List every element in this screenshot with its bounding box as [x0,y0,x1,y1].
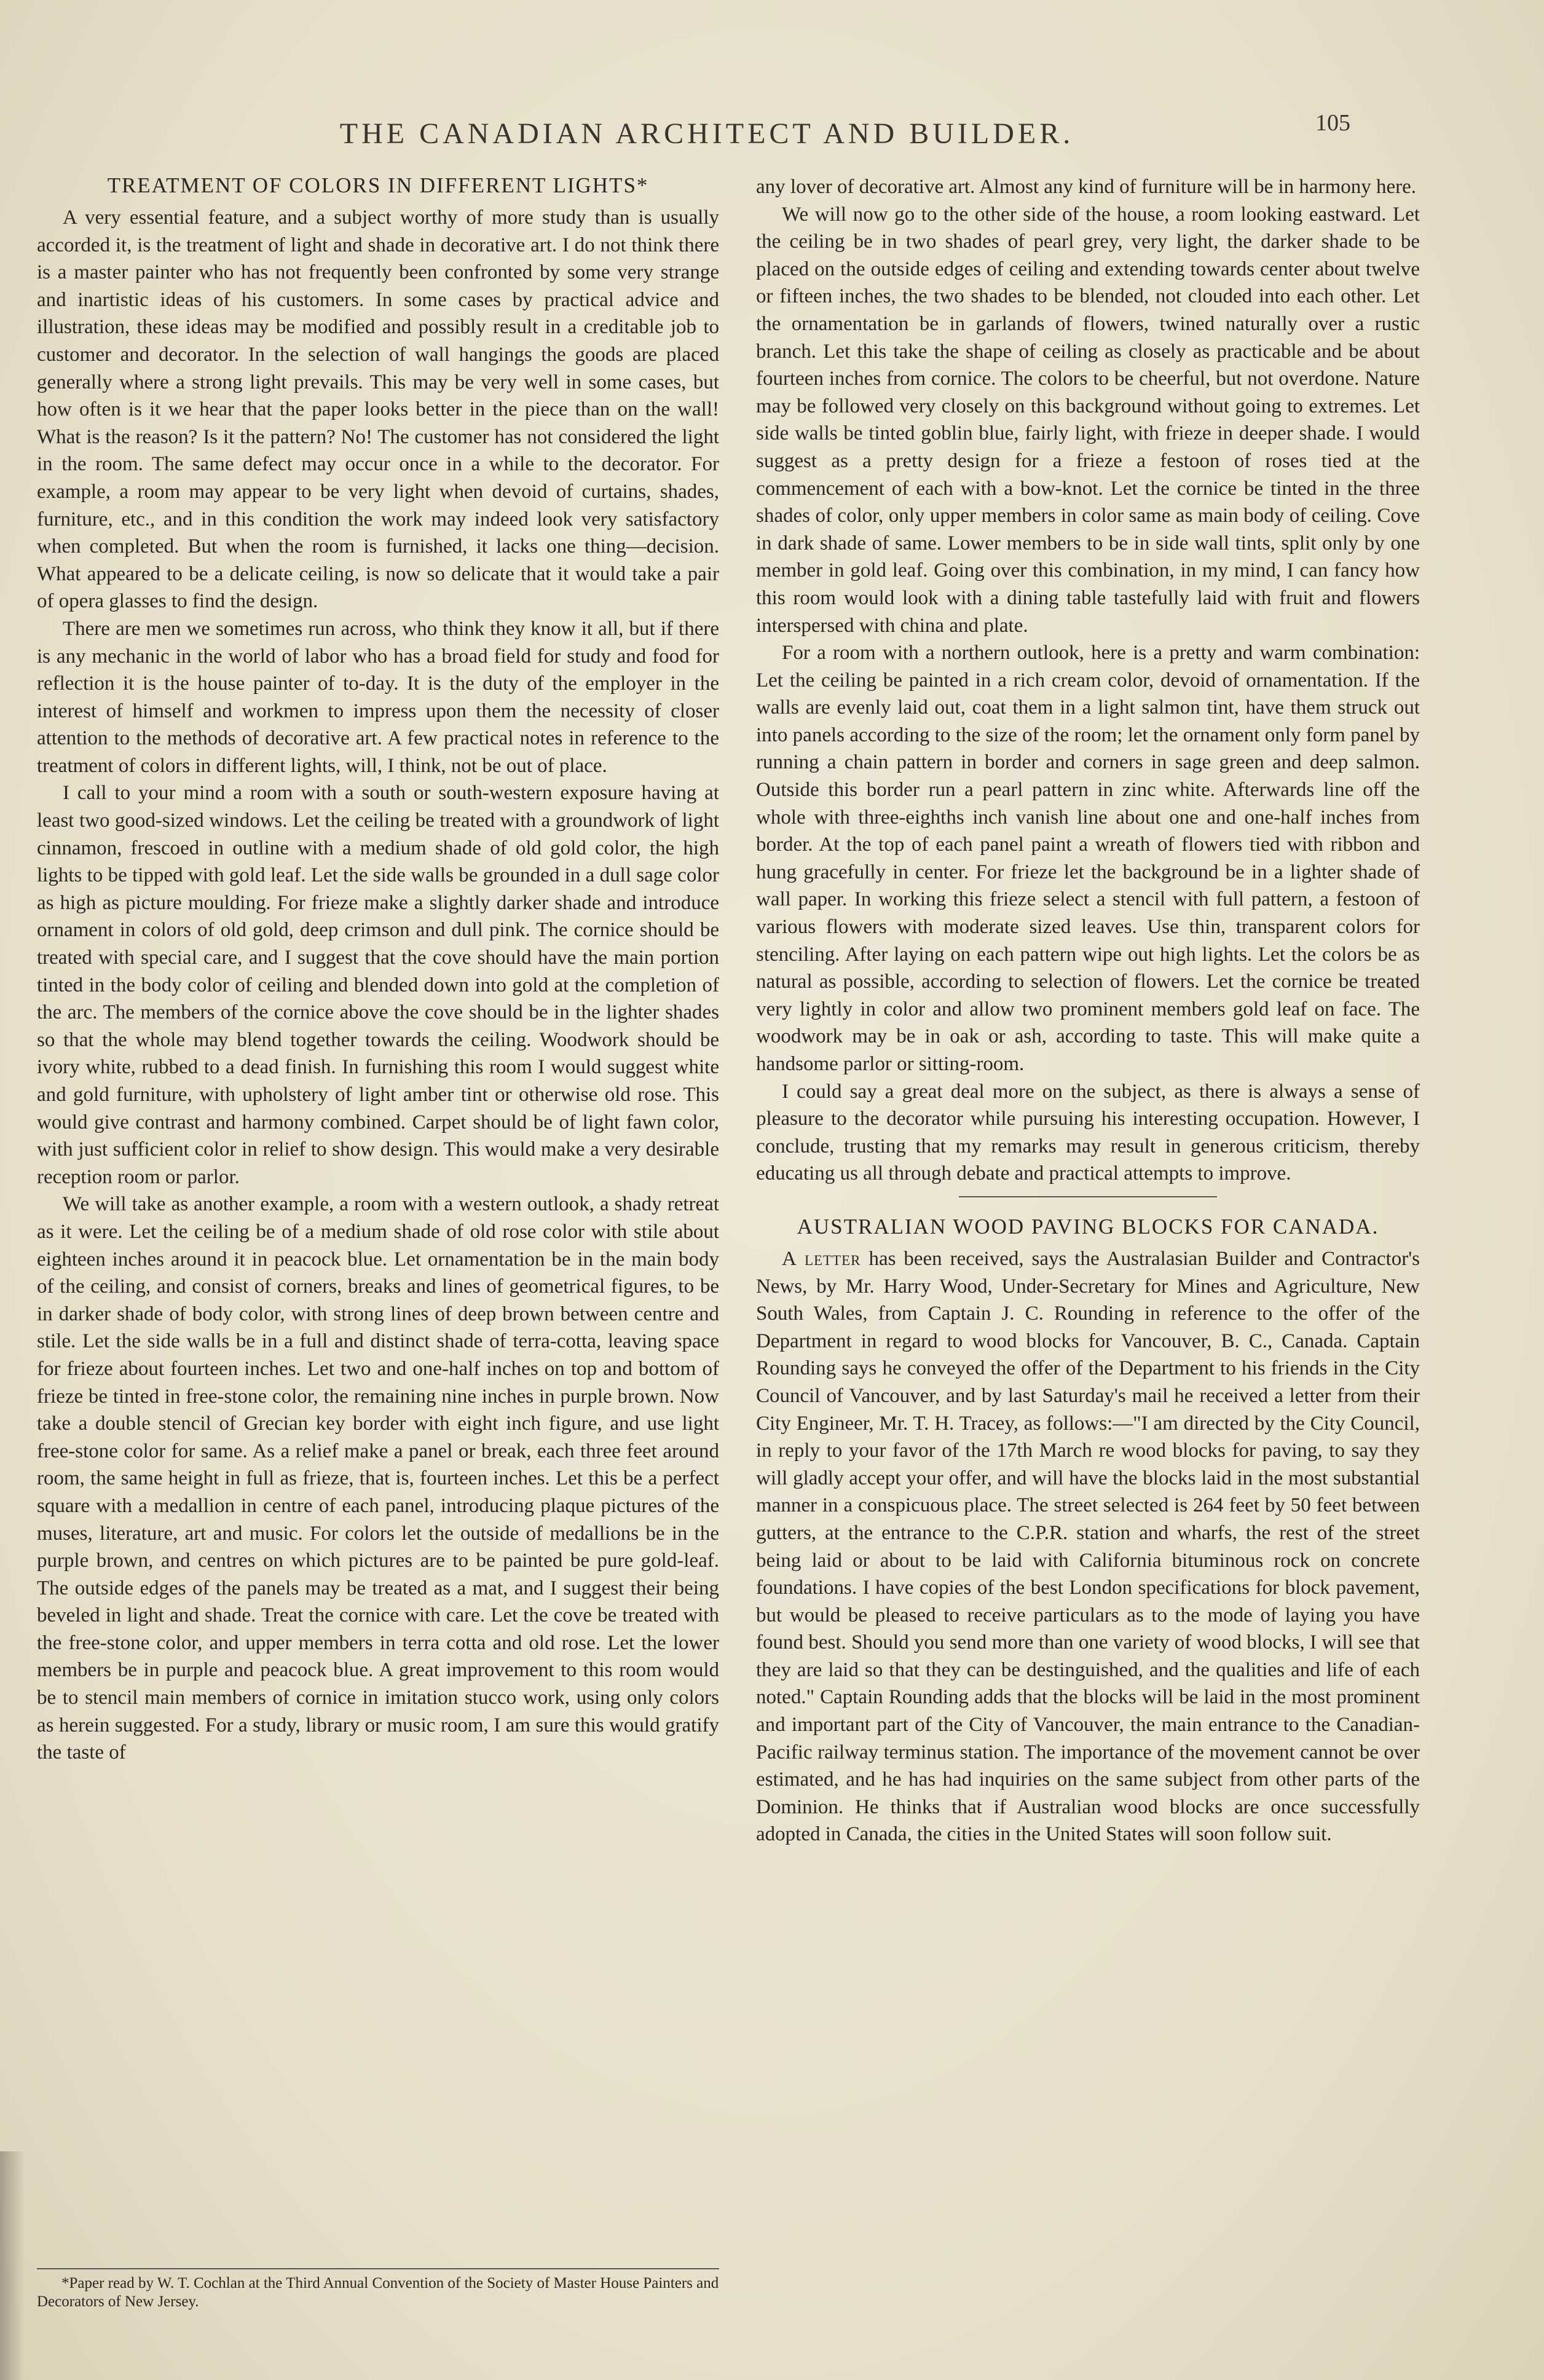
right-column [756,173,1420,1848]
article-paragraph: We will take as another example, a room with a western outlook, a shady retreat as it were. Let the ceiling be of a medium shade of old rose color with stile about eighteen inches around it in peacock blue. Let ornamentation be in the main body of the ceiling, and consist of corners, breaks and lines of geometrical figures, to be in darker shade of body color, with strong lines of deep brown between centre and stile. Let the side walls be in a full and distinct shade of terra-cotta, leaving space for frieze about fourteen inches. Let two and one-half inches on top and bottom of frieze be tinted in free-stone color, the remaining nine inches in purple brown. Now take a double stencil of Grecian key border with eight inch figure, and use light free-stone color for same. As a relief make a panel or break, each three feet around room, the same height in full as frieze, that is, fourteen inches. Let this be a perfect square with a medallion in centre of each panel, introducing plaque pictures of the muses, literature, art and music. For colors let the outside of medallions be in the purple brown, and centres on which pictures are to be painted be pure gold-leaf. The outside edges of the panels may be treated as a mat, and I suggest their being beveled in light and shade. Treat the cornice with care. Let the cove be treated with the free-stone color, and upper members in terra cotta and old rose. Let the lower members be in purple and peacock blue. A great improvement to this room would be to stencil main members of cornice in imitation stucco work, using only colors as herein suggested. For a study, library or music room, I am sure this would gratify the taste of [37,1193,719,1764]
section-divider [959,1196,1217,1197]
footnote: *Paper read by W. T. Cochlan at the Third Annual Convention of the Society of Master House Painters and Decorators of New Jersey. [37,2275,719,2310]
article-paragraph: I could say a great deal more on the subject, as there is always a sense of pleasure to the decorator while pursuing his interesting occupation. However, I conclude, trusting that my remarks may result in generous criticism, thereby educating us all through debate and practical attempts to improve. [756,1080,1420,1185]
left-column [37,172,719,1767]
article-title-paving: AUSTRALIAN WOOD PAVING BLOCKS FOR CANADA. [797,1214,1379,1239]
page-number: 105 [1315,110,1350,136]
lead-word: A letter [782,1247,861,1270]
binding-shadow [0,2151,25,2380]
paragraph-text: has been received, says the Australasian Builder and Contractor's News, by Mr. Harry Wood, Under-Secretary for Mines and Agriculture, New South Wales, from Captain J. C. Rounding in reference to the offer of the Department in regard to wood blocks for Vancouver, B. C., Canada. Captain Rounding says he conveyed the offer of the Department to his friends in the City Council of Vancouver, and by last Saturday's mail he received a letter from their City Engineer, Mr. T. H. Tracey, as follows:—"I am directed by the City Council, in reply to your favor of the 17th March re wood blocks for paving, to say they will gladly accept your offer, and will have the blocks laid in the most substantial manner in a conspicuous place. The street selected is 264 feet by 50 feet between gutters, at the entrance to the C.P.R. station and wharfs, the rest of the street being laid or about to be laid with California bituminous rock on concrete foundations. I have copies of the best London specifications for block pavement, but would be pleased to receive particulars as to the mode of laying you have found best. Should you send more than one variety of wood blocks, I will see that they are laid so that they can be destinguished, and the qualities and life of each noted." Captain Rounding adds that the blocks will be laid in the most prominent and important part of the City of Vancouver, the main entrance to the Canadian-Pacific railway terminus station. The importance of the movement cannot be over estimated, and he has had inquiries on the same subject from other parts of the Dominion. He thinks that if Australian wood blocks are once successfully adopted in Canada, the cities in the United States will soon follow suit. [756,1247,1420,1846]
running-header: THE CANADIAN ARCHITECT AND BUILDER. [339,117,1074,150]
article-title-colors: TREATMENT OF COLORS IN DIFFERENT LIGHTS* [107,173,649,197]
article-paragraph: A very essential feature, and a subject worthy of more study than is usually accorded it, is the treatment of light and shade in decorative art. I do not think there is a master painter who has not frequently been confronted by some very strange and inartistic ideas of his customers. In some cases by practical advice and illustration, these ideas may be modified and possibly result in a creditable job to customer and decorator. In the selection of wall hangings the goods are placed generally where a strong light prevails. This may be very well in some cases, but how often is it we hear that the paper looks better in the piece than on the wall! What is the reason? Is it the pattern? No! The customer has not considered the light in the room. The same defect may occur once in a while to the decorator. For example, a room may appear to be very light when devoid of curtains, shades, furniture, etc., and in this condition the work may indeed look very satisfactory when completed. But when the room is furnished, it lacks one thing—decision. What appeared to be a delicate ceiling, is now so delicate that it would take a pair of opera glasses to find the design. [37,207,719,613]
article-paragraph: For a room with a northern outlook, here is a pretty and warm combination: Let the ceiling be painted in a rich cream color, devoid of ornamentation. If the walls are evenly laid out, coat them in a light salmon tint, have them struck out into panels according to the size of the room; let the ornament only form panel by running a chain pattern in border and corners in sage green and deep salmon. Outside this border run a pearl pattern in zinc white. Afterwards line off the whole with three-eighths inch vanish line about one and one-half inches from border. At the top of each panel paint a wreath of flowers tied with ribbon and hung gracefully in center. For frieze let the background be in a lighter shade of wall paper. In working this frieze select a stencil with full pattern, a festoon of various flowers with moderate sized leaves. Use thin, transparent colors for stenciling. After laying on each pattern wipe out high lights. Let the colors be as natural as possible, according to selection of flowers. Let the cornice be treated very lightly in color and allow two prominent members gold leaf on face. The woodwork may be in oak or ash, according to taste. This will make quite a handsome parlor or sitting-room. [756,642,1420,1075]
article-paragraph: There are men we sometimes run across, who think they know it all, but if there is any mechanic in the world of labor who has a broad field for study and food for reflection it is the house painter of to-day. It is the duty of the employer in the interest of himself and workmen to impress upon them the necessity of closer attention to the methods of decorative art. A few practical notes in reference to the treatment of colors in different lights, will, I think, not be out of place. [37,617,719,777]
article-paragraph: any lover of decorative art. Almost any kind of furniture will be in harmony here. [756,176,1417,198]
article-paragraph: We will now go to the other side of the house, a room looking eastward. Let the ceiling be in two shades of pearl grey, very light, the darker shade to be placed on the outside edges of ceiling and extending towards center about twelve or fifteen inches, the two shades to be blended, not clouded into each other. Let the ornamentation be in garlands of flowers, twined naturally over a rustic branch. Let this take the shape of ceiling as closely as practicable and be about fourteen inches from cornice. The colors to be cheerful, but not overdone. Nature may be followed very closely on this background without going to extremes. Let side walls be tinted goblin blue, fairly light, with frieze in deeper shade. I would suggest as a pretty design for a frieze a festoon of roses tied at the commencement of each with a bow-knot. Let the cornice be tinted in the three shades of color, only upper members in color same as main body of ceiling. Cove in dark shade of same. Lower members to be in side wall tints, split only by one member in gold leaf. Going over this combination, in my mind, I can fancy how this room would look with a dining table tastefully laid with fruit and flowers interspersed with china and plate. [756,203,1420,637]
article-paragraph: I call to your mind a room with a south or south-western exposure having at least two good-sized windows. Let the ceiling be treated with a groundwork of light cinnamon, frescoed in outline with a medium shade of old gold color, the high lights to be tipped with gold leaf. Let the side walls be grounded in a dull sage color as high as picture moulding. For frieze make a slightly darker shade and introduce ornament in colors of old gold, deep crimson and dull pink. The cornice should be treated with special care, and I suggest that the cove should have the main portion tinted in the body color of ceiling and blended down into gold at the completion of the arc. The members of the cornice above the cove should be in the lighter shades so that the whole may blend together towards the ceiling. Woodwork should be ivory white, rubbed to a dead finish. In furnishing this room I would suggest white and gold furniture, with upholstery of light amber tint or otherwise old rose. This would give contrast and harmony combined. Carpet should be of light fawn color, with just sufficient color in relief to show design. This would make a very desirable reception room or parlor. [37,782,719,1188]
article-paragraph [756,1245,1420,1848]
footnote-divider [37,2268,719,2269]
